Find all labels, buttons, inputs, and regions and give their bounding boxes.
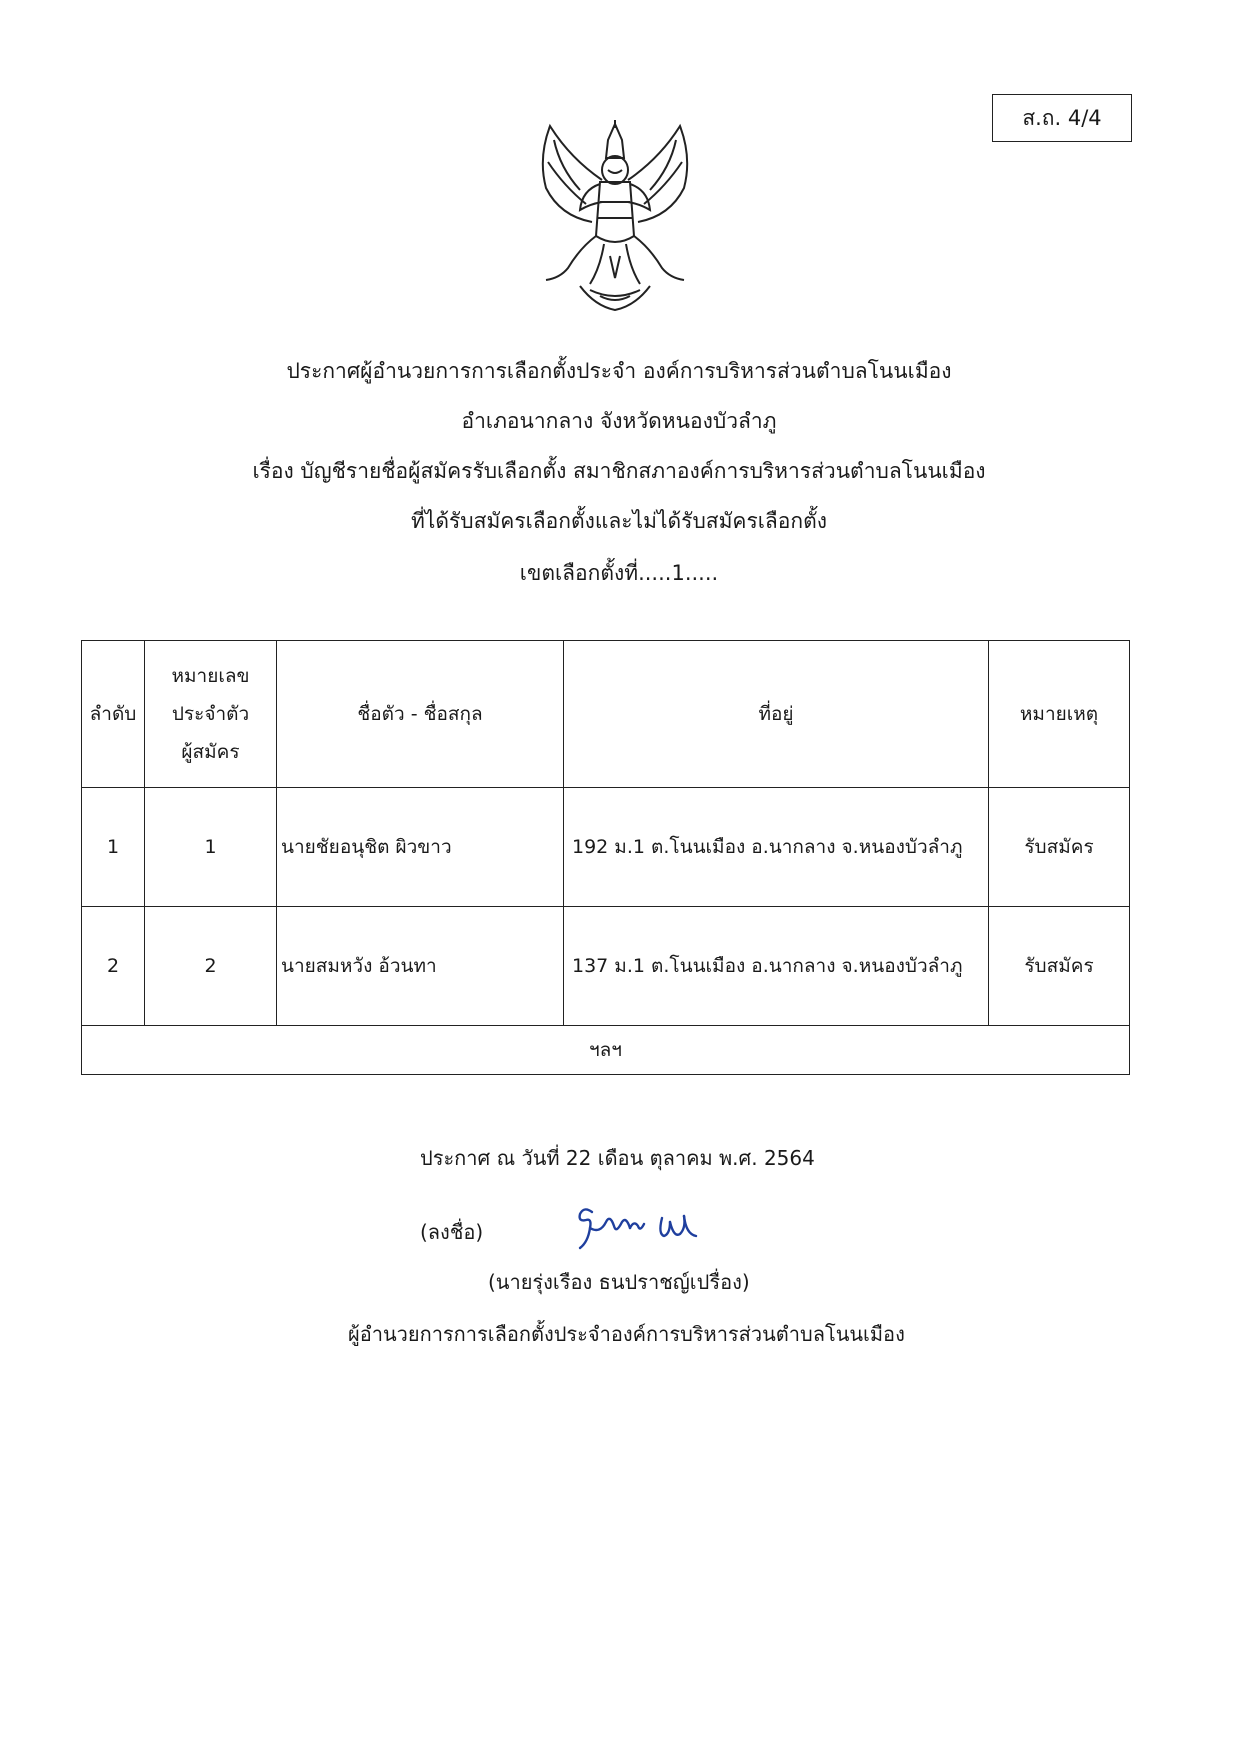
announcement-date: ประกาศ ณ วันที่ 22 เดือน ตุลาคม พ.ศ. 2564	[420, 1146, 815, 1170]
header-no: ลำดับ	[82, 641, 145, 788]
cell-name: นายชัยอนุชิต ผิวขาว	[277, 788, 564, 907]
form-code-box: ส.ถ. 4/4	[992, 94, 1132, 142]
sign-label: (ลงชื่อ)	[420, 1220, 484, 1244]
header-address: ที่อยู่	[564, 641, 989, 788]
header-candidate-no-line: ประจำตัว	[171, 703, 250, 725]
cell-no: 2	[82, 907, 145, 1026]
garuda-emblem	[520, 118, 710, 314]
title-line-2: อำเภอนากลาง จังหวัดหนองบัวลำภู	[461, 409, 777, 433]
cell-address: 192 ม.1 ต.โนนเมือง อ.นากลาง จ.หนองบัวลำภู	[564, 788, 989, 907]
cell-address: 137 ม.1 ต.โนนเมือง อ.นากลาง จ.หนองบัวลำภู	[564, 907, 989, 1026]
table-row	[82, 907, 1130, 1026]
header-remark: หมายเหตุ	[989, 641, 1130, 788]
signer-name: (นายรุ่งเรือง ธนปราชญ์เปรื่อง)	[488, 1270, 750, 1294]
header-candidate-no-line: หมายเลข	[171, 665, 250, 687]
table-header-row	[82, 641, 1130, 788]
cell-remark: รับสมัคร	[989, 907, 1130, 1026]
title-line-4: ที่ได้รับสมัครเลือกตั้งและไม่ได้รับสมัครเลือกตั้ง	[410, 509, 828, 533]
cell-candidate-no: 1	[145, 788, 277, 907]
header-candidate-no	[145, 641, 277, 788]
header-name: ชื่อตัว - ชื่อสกุล	[277, 641, 564, 788]
cell-remark: รับสมัคร	[989, 788, 1130, 907]
end-mark: ฯลฯ	[82, 1026, 1130, 1075]
signer-position: ผู้อำนวยการการเลือกตั้งประจำองค์การบริหารส่วนตำบลโนนเมือง	[348, 1322, 905, 1346]
table-row	[82, 788, 1130, 907]
title-line-1: ประกาศผู้อำนวยการการเลือกตั้งประจำ องค์การบริหารส่วนตำบลโนนเมือง	[286, 359, 952, 383]
cell-candidate-no: 2	[145, 907, 277, 1026]
title-line-3: เรื่อง บัญชีรายชื่อผู้สมัครรับเลือกตั้ง สมาชิกสภาองค์การบริหารส่วนตำบลโนนเมือง	[252, 459, 986, 483]
table-end-row	[82, 1026, 1130, 1075]
cell-no: 1	[82, 788, 145, 907]
signature-image	[570, 1198, 710, 1254]
candidate-table	[81, 640, 1130, 1075]
title-line-5: เขตเลือกตั้งที่.....1.....	[519, 561, 719, 585]
cell-name: นายสมหวัง อ้วนทา	[277, 907, 564, 1026]
header-candidate-no-line: ผู้สมัคร	[181, 741, 240, 763]
